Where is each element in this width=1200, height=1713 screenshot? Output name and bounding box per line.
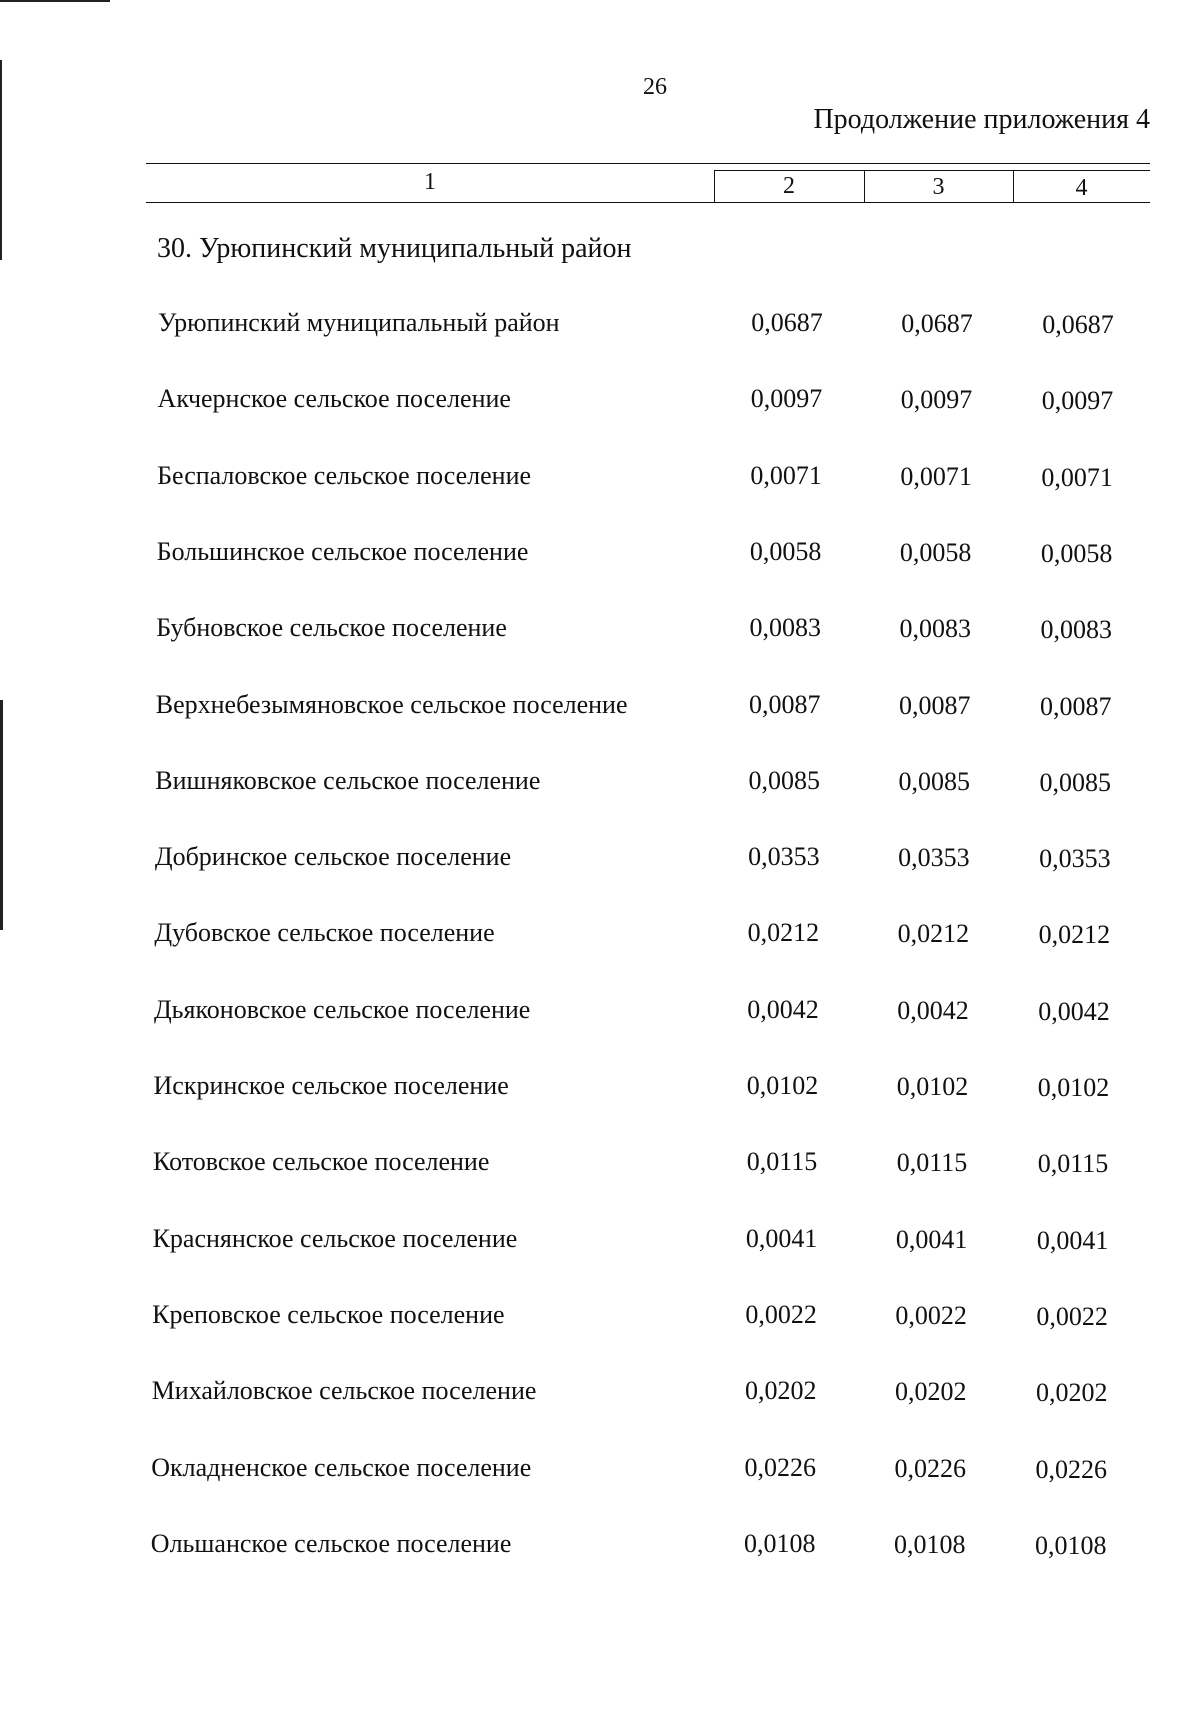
row-value-col2: 0,0212 [747, 918, 820, 948]
row-value-col4: 0,0353 [1039, 844, 1111, 874]
table-row [0, 1071, 1200, 1111]
row-name: Урюпинский муниципальный район [158, 308, 560, 337]
row-value-col4: 0,0226 [1035, 1454, 1107, 1484]
row-value-col2: 0,0087 [749, 689, 821, 719]
row-value-col3: 0,0071 [900, 461, 972, 491]
row-value-col2: 0,0083 [749, 613, 821, 643]
row-name: Добринское сельское поселение [154, 842, 512, 872]
table-row [0, 461, 1200, 501]
row-value-col3: 0,0087 [899, 690, 971, 720]
table-row [0, 613, 1200, 653]
table-row [0, 308, 1200, 348]
row-name: Беспаловское сельское поселение [157, 460, 532, 490]
table-row [0, 1147, 1200, 1187]
row-value-col2: 0,0687 [751, 308, 823, 337]
scan-edge-mark-left-lower [0, 700, 3, 930]
row-name: Большинское сельское поселение [156, 536, 529, 566]
row-value-col2: 0,0041 [745, 1223, 818, 1253]
row-value-col2: 0,0058 [749, 536, 822, 566]
row-value-col4: 0,0058 [1040, 538, 1113, 568]
row-value-col2: 0,0353 [748, 842, 820, 872]
row-value-col3: 0,0041 [895, 1224, 968, 1254]
row-value-col3: 0,0108 [894, 1529, 966, 1559]
row-name: Бубновское сельское поселение [156, 613, 507, 643]
row-value-col3: 0,0058 [899, 537, 972, 567]
row-value-col2: 0,0071 [750, 460, 822, 490]
row-value-col2: 0,0022 [745, 1299, 817, 1329]
header-rule-top-right [714, 170, 1150, 171]
row-value-col3: 0,0226 [894, 1453, 966, 1483]
row-value-col4: 0,0097 [1041, 386, 1114, 416]
row-value-col4: 0,0042 [1038, 996, 1110, 1026]
table-row [0, 995, 1200, 1035]
row-name: Верхнебезымяновское сельское поселение [155, 689, 628, 719]
row-value-col3: 0,0202 [894, 1377, 967, 1407]
table-row [0, 766, 1200, 806]
row-name: Акчернское сельское поселение [157, 384, 511, 414]
header-rule-bottom [146, 202, 1150, 203]
table-row [0, 537, 1200, 577]
row-value-col4: 0,0202 [1035, 1378, 1108, 1408]
page-number: 26 [643, 74, 667, 100]
row-value-col3: 0,0085 [898, 766, 971, 796]
row-value-col4: 0,0071 [1041, 462, 1113, 492]
row-value-col4: 0,0087 [1040, 691, 1112, 721]
scan-edge-mark-top [0, 0, 110, 2]
table-row [0, 1300, 1200, 1340]
row-value-col3: 0,0097 [900, 385, 973, 415]
row-value-col4: 0,0041 [1036, 1225, 1109, 1255]
table-row [0, 1376, 1200, 1416]
row-value-col2: 0,0226 [744, 1452, 816, 1482]
table-row [0, 384, 1200, 424]
row-value-col4: 0,0108 [1035, 1530, 1107, 1560]
section-title: 30. Урюпинский муниципальный район [157, 233, 632, 264]
row-value-col4: 0,0102 [1037, 1073, 1110, 1102]
table-row [0, 1529, 1200, 1569]
row-value-col4: 0,0085 [1039, 767, 1112, 797]
row-value-col4: 0,0022 [1036, 1301, 1108, 1331]
row-value-col2: 0,0097 [750, 384, 823, 414]
row-value-col2: 0,0102 [746, 1071, 819, 1100]
row-value-col3: 0,0687 [901, 309, 973, 338]
row-value-col4: 0,0687 [1042, 310, 1114, 339]
row-name: Креповское сельское поселение [152, 1299, 505, 1329]
table-row [0, 918, 1200, 958]
row-value-col3: 0,0353 [898, 843, 970, 873]
row-name: Михайловское сельское поселение [151, 1376, 537, 1406]
row-value-col4: 0,0083 [1040, 615, 1112, 645]
row-name: Дубовское сельское поселение [154, 918, 495, 948]
column-header-2: 2 [783, 173, 795, 199]
table-row [0, 1453, 1200, 1493]
row-name: Искринское сельское поселение [153, 1071, 509, 1100]
row-value-col3: 0,0102 [896, 1072, 969, 1101]
row-name: Дьяконовское сельское поселение [153, 994, 531, 1024]
row-value-col2: 0,0108 [744, 1528, 816, 1558]
row-name: Ольшанское сельское поселение [150, 1528, 512, 1558]
table-row [0, 690, 1200, 730]
column-header-1: 1 [424, 169, 436, 195]
row-value-col4: 0,0212 [1038, 920, 1111, 950]
row-value-col3: 0,0022 [895, 1300, 967, 1330]
row-value-col3: 0,0212 [897, 919, 970, 949]
column-header-4: 4 [1075, 175, 1088, 201]
row-value-col2: 0,0042 [747, 994, 819, 1024]
row-name: Вишняковское сельское поселение [155, 765, 541, 795]
row-value-col2: 0,0085 [748, 765, 821, 795]
continuation-label: Продолжение приложения 4 [813, 104, 1150, 135]
row-name: Котовское сельское поселение [153, 1147, 490, 1177]
header-rule-top [146, 163, 1150, 164]
row-value-col2: 0,0202 [744, 1376, 817, 1406]
row-value-col4: 0,0115 [1037, 1149, 1109, 1179]
row-value-col3: 0,0042 [897, 995, 969, 1025]
row-value-col2: 0,0115 [746, 1147, 818, 1177]
row-value-col3: 0,0083 [899, 614, 971, 644]
table-row [0, 842, 1200, 882]
row-value-col3: 0,0115 [896, 1148, 968, 1178]
table-row [0, 1224, 1200, 1264]
row-name: Окладненское сельское поселение [151, 1452, 532, 1482]
row-name: Краснянское сельское поселение [152, 1223, 518, 1253]
column-header-3: 3 [932, 174, 945, 200]
